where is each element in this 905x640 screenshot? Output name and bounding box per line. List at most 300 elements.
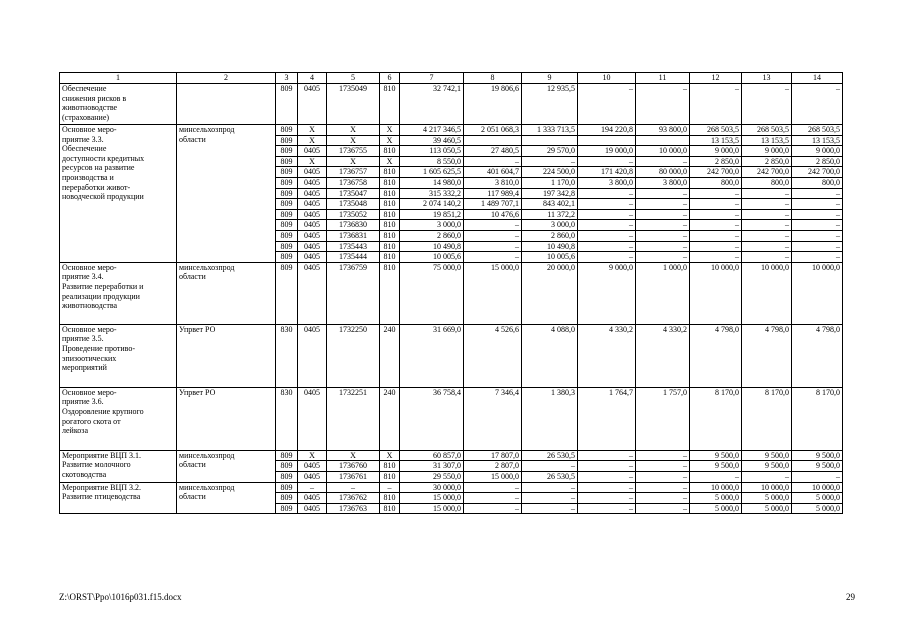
code-cell: Х: [380, 450, 400, 461]
measure-name-line: Основное меро-: [62, 324, 117, 334]
code-cell: 0405: [298, 387, 327, 450]
amount-cell: 4 330,2: [636, 324, 690, 387]
amount-cell: 60 857,0: [400, 450, 464, 461]
amount-cell: 10 476,6: [464, 209, 522, 220]
measure-name-line: приятие 3.5.: [62, 334, 104, 344]
code-cell: 0405: [298, 84, 327, 125]
amount-cell: 4 798,0: [792, 324, 843, 387]
amount-cell: 5 000,0: [690, 493, 742, 504]
code-cell: 0405: [298, 220, 327, 231]
header-cell: 9: [522, 73, 578, 84]
code-cell: 0405: [298, 252, 327, 263]
amount-cell: –: [742, 199, 792, 210]
amount-cell: –: [690, 230, 742, 241]
amount-cell: –: [464, 482, 522, 493]
amount-cell: 13 153,5: [742, 135, 792, 146]
amount-cell: 800,0: [690, 177, 742, 188]
amount-cell: –: [792, 188, 843, 199]
amount-cell: 2 051 068,3: [464, 125, 522, 136]
amount-cell: –: [578, 188, 636, 199]
code-cell: 810: [380, 252, 400, 263]
amount-cell: 10 000,0: [690, 482, 742, 493]
amount-cell: 9 000,0: [742, 146, 792, 157]
amount-cell: 9 500,0: [690, 450, 742, 461]
amount-cell: 9 000,0: [578, 262, 636, 324]
amount-cell: 242 700,0: [690, 167, 742, 178]
code-cell: 809: [276, 135, 298, 146]
code-cell: 1736760: [327, 461, 380, 472]
measure-name-line: Развитие молочного: [62, 460, 131, 470]
amount-cell: –: [464, 156, 522, 167]
amount-cell: 20 000,0: [522, 262, 578, 324]
page-number: 29: [846, 592, 855, 602]
amount-cell: 8 170,0: [742, 387, 792, 450]
amount-cell: 26 530,5: [522, 450, 578, 461]
measure-name-line: Мероприятие ВЦП 3.2.: [62, 482, 142, 492]
code-cell: 830: [276, 387, 298, 450]
amount-cell: 15 000,0: [464, 471, 522, 482]
code-cell: 809: [276, 252, 298, 263]
amount-cell: 7 346,4: [464, 387, 522, 450]
amount-cell: –: [522, 156, 578, 167]
amount-cell: 10 490,8: [522, 241, 578, 252]
amount-cell: 1 333 713,5: [522, 125, 578, 136]
amount-cell: [636, 135, 690, 146]
amount-cell: 9 000,0: [792, 146, 843, 157]
measure-name-line: приятие 3.3.: [62, 134, 104, 144]
amount-cell: 5 000,0: [792, 493, 843, 504]
amount-cell: 12 935,5: [522, 84, 578, 125]
header-cell: 11: [636, 73, 690, 84]
code-cell: 809: [276, 493, 298, 504]
executor-cell: [177, 262, 276, 324]
amount-cell: 19 000,0: [578, 146, 636, 157]
amount-cell: 2 850,0: [742, 156, 792, 167]
code-cell: 1735048: [327, 199, 380, 210]
code-cell: –: [327, 482, 380, 493]
budget-table: [59, 72, 843, 514]
code-cell: 0405: [298, 503, 327, 514]
code-cell: 0405: [298, 471, 327, 482]
table-row: [60, 482, 843, 493]
code-cell: 1736759: [327, 262, 380, 324]
amount-cell: 14 980,0: [400, 177, 464, 188]
amount-cell: –: [464, 252, 522, 263]
code-cell: 809: [276, 482, 298, 493]
measure-name-line: Основное меро-: [62, 262, 117, 272]
measure-name-line: Развитие птицеводства: [62, 492, 141, 502]
header-cell: 12: [690, 73, 742, 84]
table-row: [60, 324, 843, 387]
code-cell: 1736757: [327, 167, 380, 178]
amount-cell: [464, 135, 522, 146]
amount-cell: 2 850,0: [792, 156, 843, 167]
amount-cell: –: [636, 482, 690, 493]
amount-cell: –: [690, 471, 742, 482]
code-cell: 810: [380, 167, 400, 178]
amount-cell: –: [742, 220, 792, 231]
code-cell: 1732251: [327, 387, 380, 450]
amount-cell: 401 604,7: [464, 167, 522, 178]
amount-cell: 2 860,0: [400, 230, 464, 241]
amount-cell: [522, 135, 578, 146]
measure-name-line: животноводстве: [62, 103, 118, 113]
code-cell: 1732250: [327, 324, 380, 387]
code-cell: Х: [298, 450, 327, 461]
amount-cell: 2 860,0: [522, 230, 578, 241]
amount-cell: 5 000,0: [690, 503, 742, 514]
amount-cell: –: [464, 220, 522, 231]
table-row: [60, 125, 843, 136]
amount-cell: 10 005,6: [400, 252, 464, 263]
amount-cell: 39 460,5: [400, 135, 464, 146]
amount-cell: 224 500,0: [522, 167, 578, 178]
amount-cell: 17 807,0: [464, 450, 522, 461]
amount-cell: 113 050,5: [400, 146, 464, 157]
amount-cell: 3 800,0: [636, 177, 690, 188]
code-cell: 810: [380, 230, 400, 241]
amount-cell: 9 500,0: [690, 461, 742, 472]
code-cell: 1736755: [327, 146, 380, 157]
amount-cell: 1 605 625,5: [400, 167, 464, 178]
code-cell: 0405: [298, 262, 327, 324]
amount-cell: 10 000,0: [742, 482, 792, 493]
amount-cell: –: [742, 230, 792, 241]
code-cell: 809: [276, 262, 298, 324]
code-cell: 809: [276, 177, 298, 188]
amount-cell: 843 402,1: [522, 199, 578, 210]
amount-cell: 10 000,0: [792, 262, 843, 324]
amount-cell: 10 000,0: [792, 482, 843, 493]
amount-cell: –: [578, 482, 636, 493]
amount-cell: 32 742,1: [400, 84, 464, 125]
measure-name-line: доступности кредитных: [62, 153, 145, 163]
amount-cell: –: [792, 241, 843, 252]
amount-cell: –: [690, 220, 742, 231]
code-cell: 810: [380, 471, 400, 482]
measure-name-line: приятие 3.4.: [62, 272, 104, 282]
header-cell: 7: [400, 73, 464, 84]
amount-cell: 242 700,0: [792, 167, 843, 178]
amount-cell: –: [792, 209, 843, 220]
measure-name-line: лейкоза: [62, 426, 89, 436]
code-cell: Х: [380, 135, 400, 146]
code-cell: 0405: [298, 188, 327, 199]
amount-cell: 80 000,0: [636, 167, 690, 178]
code-cell: 1735443: [327, 241, 380, 252]
code-cell: 810: [380, 220, 400, 231]
code-cell: 0405: [298, 241, 327, 252]
amount-cell: –: [742, 471, 792, 482]
measure-name-cell: [60, 450, 177, 482]
code-cell: 0405: [298, 230, 327, 241]
table-row: [60, 450, 843, 461]
amount-cell: –: [464, 493, 522, 504]
amount-cell: –: [578, 220, 636, 231]
amount-cell: 1 000,0: [636, 262, 690, 324]
measure-name-line: рогатого скота от: [62, 416, 121, 426]
code-cell: Х: [298, 156, 327, 167]
executor-line: минсельхозпрод: [179, 262, 235, 272]
amount-cell: 8 170,0: [792, 387, 843, 450]
code-cell: –: [298, 482, 327, 493]
amount-cell: 15 000,0: [464, 262, 522, 324]
amount-cell: 1 764,7: [578, 387, 636, 450]
amount-cell: –: [690, 84, 742, 125]
measure-name-line: производства и: [62, 172, 114, 182]
measure-name-line: переработки живот-: [62, 182, 131, 192]
measure-name-line: эпизоотических: [62, 353, 117, 363]
code-cell: 1736762: [327, 493, 380, 504]
amount-cell: –: [464, 230, 522, 241]
code-cell: 1736761: [327, 471, 380, 482]
amount-cell: 15 000,0: [400, 503, 464, 514]
amount-cell: –: [690, 188, 742, 199]
amount-cell: –: [464, 503, 522, 514]
amount-cell: –: [522, 503, 578, 514]
amount-cell: –: [522, 482, 578, 493]
amount-cell: –: [636, 450, 690, 461]
measure-name-line: (страхование): [62, 112, 110, 122]
code-cell: Х: [327, 125, 380, 136]
code-cell: 810: [380, 84, 400, 125]
amount-cell: –: [522, 461, 578, 472]
amount-cell: 27 480,5: [464, 146, 522, 157]
executor-line: минсельхозпрод: [179, 482, 235, 492]
amount-cell: –: [636, 241, 690, 252]
amount-cell: 8 550,0: [400, 156, 464, 167]
amount-cell: –: [578, 209, 636, 220]
amount-cell: 15 000,0: [400, 493, 464, 504]
header-cell: 2: [177, 73, 276, 84]
measure-name-line: новодческой продукции: [62, 192, 144, 202]
code-cell: 0405: [298, 177, 327, 188]
amount-cell: 1 489 707,1: [464, 199, 522, 210]
measure-name-line: Обеспечение: [62, 144, 107, 154]
code-cell: 809: [276, 230, 298, 241]
amount-cell: 75 000,0: [400, 262, 464, 324]
amount-cell: 9 000,0: [690, 146, 742, 157]
code-cell: 0405: [298, 199, 327, 210]
code-cell: 809: [276, 156, 298, 167]
code-cell: 809: [276, 461, 298, 472]
amount-cell: –: [636, 471, 690, 482]
measure-name-cell: [60, 482, 177, 514]
measure-name-line: мероприятий: [62, 363, 107, 373]
amount-cell: –: [636, 493, 690, 504]
code-cell: Х: [327, 156, 380, 167]
amount-cell: –: [578, 156, 636, 167]
table-row: [60, 387, 843, 450]
code-cell: 830: [276, 324, 298, 387]
amount-cell: 194 220,8: [578, 125, 636, 136]
amount-cell: –: [578, 461, 636, 472]
executor-line: области: [179, 492, 206, 502]
code-cell: Х: [327, 450, 380, 461]
code-cell: 0405: [298, 146, 327, 157]
amount-cell: 3 810,0: [464, 177, 522, 188]
header-row: [60, 73, 843, 84]
amount-cell: 9 500,0: [742, 461, 792, 472]
amount-cell: 29 550,0: [400, 471, 464, 482]
code-cell: Х: [327, 135, 380, 146]
amount-cell: –: [464, 241, 522, 252]
amount-cell: 30 000,0: [400, 482, 464, 493]
code-cell: 809: [276, 503, 298, 514]
amount-cell: 31 669,0: [400, 324, 464, 387]
amount-cell: –: [636, 252, 690, 263]
header-cell: 10: [578, 73, 636, 84]
header-cell: 4: [298, 73, 327, 84]
code-cell: 809: [276, 125, 298, 136]
code-cell: Х: [380, 156, 400, 167]
amount-cell: 9 500,0: [792, 450, 843, 461]
amount-cell: 242 700,0: [742, 167, 792, 178]
code-cell: 1735444: [327, 252, 380, 263]
amount-cell: 268 503,5: [792, 125, 843, 136]
amount-cell: 315 332,2: [400, 188, 464, 199]
code-cell: 1736763: [327, 503, 380, 514]
executor-line: Упрвет РО: [179, 324, 216, 334]
code-cell: 1736831: [327, 230, 380, 241]
code-cell: 810: [380, 146, 400, 157]
code-cell: 810: [380, 188, 400, 199]
code-cell: 0405: [298, 209, 327, 220]
code-cell: 0405: [298, 167, 327, 178]
measure-name-cell: [60, 84, 177, 125]
amount-cell: –: [578, 503, 636, 514]
amount-cell: 31 307,0: [400, 461, 464, 472]
code-cell: 809: [276, 450, 298, 461]
measure-name-cell: [60, 387, 177, 450]
code-cell: 810: [380, 199, 400, 210]
code-cell: Х: [298, 135, 327, 146]
amount-cell: 800,0: [742, 177, 792, 188]
amount-cell: 13 153,5: [690, 135, 742, 146]
table-row: [60, 262, 843, 324]
amount-cell: –: [578, 241, 636, 252]
amount-cell: –: [792, 230, 843, 241]
code-cell: 810: [380, 241, 400, 252]
amount-cell: –: [690, 209, 742, 220]
measure-name-line: животноводства: [62, 301, 118, 311]
executor-line: области: [179, 134, 206, 144]
amount-cell: –: [636, 199, 690, 210]
code-cell: 810: [380, 503, 400, 514]
amount-cell: 19 851,2: [400, 209, 464, 220]
code-cell: –: [380, 482, 400, 493]
amount-cell: 268 503,5: [742, 125, 792, 136]
header-cell: 3: [276, 73, 298, 84]
amount-cell: 9 500,0: [742, 450, 792, 461]
amount-cell: 10 000,0: [636, 146, 690, 157]
amount-cell: 10 005,6: [522, 252, 578, 263]
amount-cell: –: [636, 220, 690, 231]
amount-cell: 93 800,0: [636, 125, 690, 136]
header-cell: 1: [60, 73, 177, 84]
amount-cell: –: [742, 252, 792, 263]
amount-cell: 36 758,4: [400, 387, 464, 450]
amount-cell: 4 798,0: [690, 324, 742, 387]
measure-name-line: ресурсов на развитие: [62, 163, 135, 173]
amount-cell: –: [636, 156, 690, 167]
amount-cell: –: [578, 471, 636, 482]
amount-cell: –: [636, 84, 690, 125]
measure-name-line: приятие 3.6.: [62, 397, 104, 407]
amount-cell: 13 153,5: [792, 135, 843, 146]
measure-name-line: снижения рисков в: [62, 93, 127, 103]
amount-cell: –: [742, 188, 792, 199]
measure-name-line: Проведение противо-: [62, 343, 136, 353]
amount-cell: 10 000,0: [690, 262, 742, 324]
executor-cell: [177, 482, 276, 514]
measure-name-cell: [60, 125, 177, 263]
amount-cell: 3 000,0: [400, 220, 464, 231]
measure-name-line: Основное меро-: [62, 387, 117, 397]
amount-cell: 117 989,4: [464, 188, 522, 199]
amount-cell: 9 500,0: [792, 461, 843, 472]
measure-name-line: Обеспечение: [62, 84, 107, 93]
executor-line: области: [179, 272, 206, 282]
amount-cell: –: [792, 84, 843, 125]
amount-cell: –: [636, 209, 690, 220]
amount-cell: –: [578, 450, 636, 461]
amount-cell: 171 420,8: [578, 167, 636, 178]
executor-cell: [177, 324, 276, 387]
code-cell: 1736830: [327, 220, 380, 231]
code-cell: Х: [380, 125, 400, 136]
amount-cell: 1 380,3: [522, 387, 578, 450]
executor-cell: [177, 387, 276, 450]
amount-cell: 5 000,0: [792, 503, 843, 514]
executor-line: Упрвет РО: [179, 387, 216, 397]
amount-cell: –: [690, 252, 742, 263]
code-cell: 1736758: [327, 177, 380, 188]
amount-cell: 19 806,6: [464, 84, 522, 125]
amount-cell: –: [522, 493, 578, 504]
amount-cell: –: [792, 471, 843, 482]
amount-cell: –: [792, 199, 843, 210]
amount-cell: –: [636, 461, 690, 472]
code-cell: 1735052: [327, 209, 380, 220]
measure-name-line: Оздоровление крупного: [62, 406, 144, 416]
amount-cell: 26 530,5: [522, 471, 578, 482]
amount-cell: 29 570,0: [522, 146, 578, 157]
amount-cell: –: [742, 209, 792, 220]
executor-line: минсельхозпрод: [179, 450, 235, 460]
amount-cell: 3 800,0: [578, 177, 636, 188]
amount-cell: –: [792, 220, 843, 231]
measure-name-cell: [60, 324, 177, 387]
amount-cell: –: [636, 230, 690, 241]
amount-cell: –: [792, 252, 843, 263]
amount-cell: 1 757,0: [636, 387, 690, 450]
code-cell: 810: [380, 177, 400, 188]
measure-name-line: Мероприятие ВЦП 3.1.: [62, 450, 142, 460]
code-cell: 810: [380, 493, 400, 504]
amount-cell: [578, 135, 636, 146]
measure-name-line: Развитие переработки и: [62, 281, 144, 291]
amount-cell: 2 074 140,2: [400, 199, 464, 210]
code-cell: 810: [380, 461, 400, 472]
code-cell: 810: [380, 209, 400, 220]
code-cell: 809: [276, 209, 298, 220]
amount-cell: –: [690, 199, 742, 210]
measure-name-line: реализации продукции: [62, 291, 140, 301]
code-cell: 809: [276, 241, 298, 252]
code-cell: 809: [276, 471, 298, 482]
amount-cell: –: [578, 84, 636, 125]
